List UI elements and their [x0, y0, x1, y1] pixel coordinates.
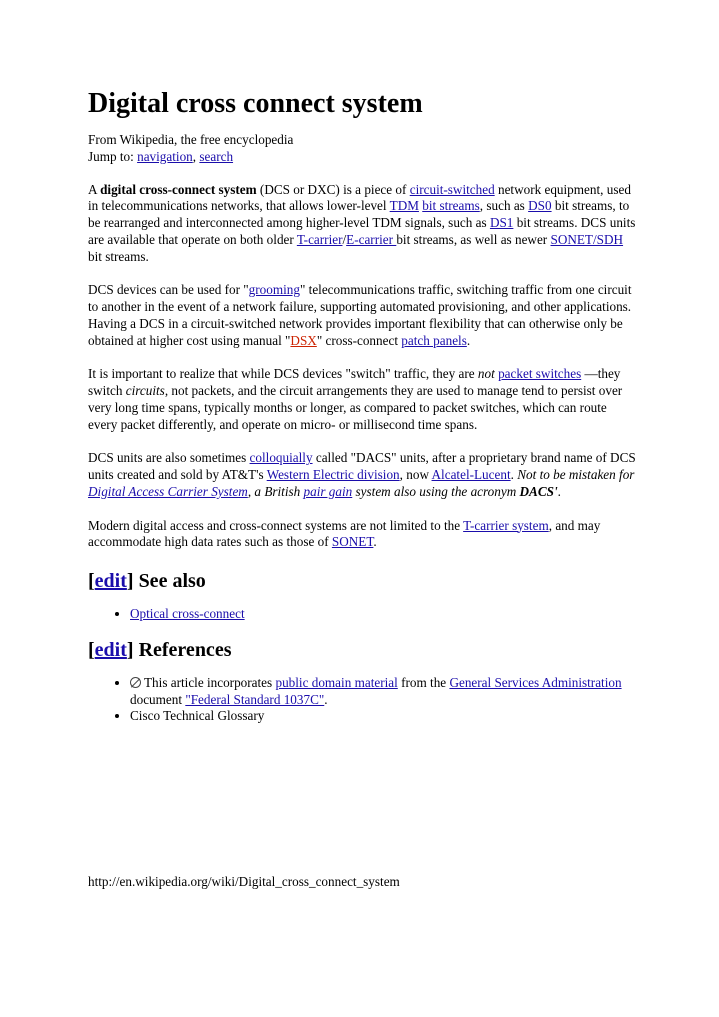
heading-text: References	[133, 638, 232, 661]
bracket: ]	[126, 638, 134, 661]
text: , and may accommodate high data rates such as those of	[88, 517, 601, 550]
text: This article incorporates	[144, 674, 276, 690]
edit-link-references[interactable]: edit	[94, 638, 127, 661]
text: bit streams, to be rearranged and interconnected among higher-level TDM signals, such as	[88, 198, 630, 231]
list-item: • Cisco Technical Glossary	[130, 708, 636, 725]
jump-search-link[interactable]: search	[199, 148, 234, 164]
jump-to	[88, 149, 636, 166]
paragraph-intro	[88, 182, 636, 266]
paragraph-usage	[88, 282, 636, 349]
italic-text: circuits	[125, 383, 165, 399]
link-colloquially[interactable]: colloquially	[249, 450, 313, 466]
text: DCS devices can be used for "	[88, 282, 249, 298]
text: .	[557, 483, 561, 499]
link-t-carrier[interactable]: T-carrier	[296, 231, 343, 247]
text: bit streams. DCS units are available that operate on both older	[88, 215, 636, 247]
references-heading	[88, 637, 636, 663]
edit-link-see-also[interactable]: edit	[94, 569, 127, 592]
bold-acronym: DACS'	[519, 483, 558, 499]
text: bit streams.	[88, 248, 149, 264]
jump-label: Jump to:	[88, 148, 138, 164]
bold-term: digital cross-connect system	[100, 181, 257, 197]
site-sub	[88, 132, 636, 166]
list-item	[130, 675, 636, 709]
text: " telecommunications traffic, switching traffic from one circuit to another in the event of a network failure, supporting automated provisioning, and other applications. Having a DCS in a circuit-switched network provides important flexibility that can otherwise only be obtained at higher cost using manual "	[88, 282, 632, 348]
article	[88, 86, 636, 739]
link-patch-panels[interactable]: patch panels	[401, 332, 467, 348]
text: .	[373, 534, 377, 550]
link-packet-switches[interactable]: packet switches	[498, 366, 582, 382]
text: from the	[397, 674, 450, 690]
text: document	[130, 691, 186, 707]
text: , such as	[479, 198, 529, 214]
public-domain-icon	[130, 677, 141, 688]
paragraph-dacs	[88, 450, 636, 500]
bracket: ]	[126, 569, 134, 592]
link-alcatel-lucent[interactable]: Alcatel-Lucent	[431, 467, 511, 483]
link-sonet-sdh[interactable]: SONET/SDH	[550, 231, 624, 247]
text: , not packets, and the circuit arrangements they are used to manage tend to persist over very long time spans, typically months or longer, as compared to packet switches, which can route every packet differently, and operate on micro- or millisecond time spans.	[88, 383, 623, 432]
text: called "DACS" units, after a proprietary brand name of DCS units created and sold by AT&T's	[88, 450, 636, 483]
text: Not to be mistaken for	[517, 467, 635, 483]
page-title: Digital cross connect system	[88, 88, 423, 119]
link-public-domain-material[interactable]: public domain material	[275, 674, 398, 690]
link-optical-cross-connect[interactable]: Optical cross-connect	[130, 605, 245, 621]
see-also-heading	[88, 568, 636, 594]
italic-text: not	[477, 366, 495, 382]
link-grooming[interactable]: grooming	[248, 282, 300, 298]
link-e-carrier[interactable]: E-carrier	[346, 231, 397, 247]
from-line: From Wikipedia, the free encyclopedia	[88, 132, 294, 147]
footer-url: http://en.wikipedia.org/wiki/Digital_cross_connect_system	[88, 874, 400, 889]
text: Modern digital access and cross-connect systems are not limited to the	[88, 517, 464, 533]
link-tdm[interactable]: TDM	[389, 198, 419, 214]
text: " cross-connect	[316, 332, 402, 348]
link-circuit-switched[interactable]: circuit-switched	[409, 181, 495, 197]
heading-text: See also	[133, 569, 206, 592]
text: .	[510, 467, 518, 483]
text: network equipment, used in telecommunications networks, that allows lower-level	[88, 181, 631, 214]
link-pair-gain[interactable]: pair gain	[303, 483, 353, 499]
text: —they switch	[88, 366, 621, 399]
link-federal-standard-1037c[interactable]: "Federal Standard 1037C"	[185, 691, 325, 707]
bracket: [	[88, 638, 95, 661]
text: system also using the acronym	[352, 483, 520, 499]
text: , a British	[247, 483, 304, 499]
bracket: [	[88, 569, 95, 592]
link-dsx[interactable]: DSX	[290, 332, 317, 348]
text: .	[466, 332, 471, 348]
text: It is important to realize that while DCS devices "switch" traffic, they are	[88, 366, 478, 382]
references-list	[88, 675, 636, 725]
references-section	[88, 637, 636, 725]
link-general-services-administration[interactable]: General Services Administration	[449, 674, 622, 690]
text: .	[324, 691, 328, 707]
link-t-carrier-system[interactable]: T-carrier system	[463, 517, 549, 533]
text: bit streams, as well as newer	[396, 231, 551, 247]
see-also-section	[88, 568, 636, 623]
text: , now	[399, 467, 432, 483]
text: /	[342, 231, 347, 247]
text: (DCS or DXC) is a piece of	[256, 181, 410, 197]
paragraph-switching	[88, 366, 636, 433]
link-sonet[interactable]: SONET	[331, 534, 374, 550]
see-also-list	[88, 606, 636, 623]
list-item	[130, 606, 636, 623]
link-ds0[interactable]: DS0	[528, 198, 552, 214]
text: A	[88, 181, 101, 197]
link-digital-access-carrier-system[interactable]: Digital Access Carrier System	[88, 483, 248, 499]
jump-navigation-link[interactable]: navigation	[137, 148, 193, 164]
link-western-electric[interactable]: Western Electric division	[266, 467, 400, 483]
text: DCS units are also sometimes	[88, 450, 250, 466]
paragraph-modern	[88, 518, 636, 552]
link-ds1[interactable]: DS1	[489, 215, 514, 231]
link-bit-streams[interactable]: bit streams	[422, 198, 480, 214]
jump-sep: ,	[192, 148, 200, 164]
